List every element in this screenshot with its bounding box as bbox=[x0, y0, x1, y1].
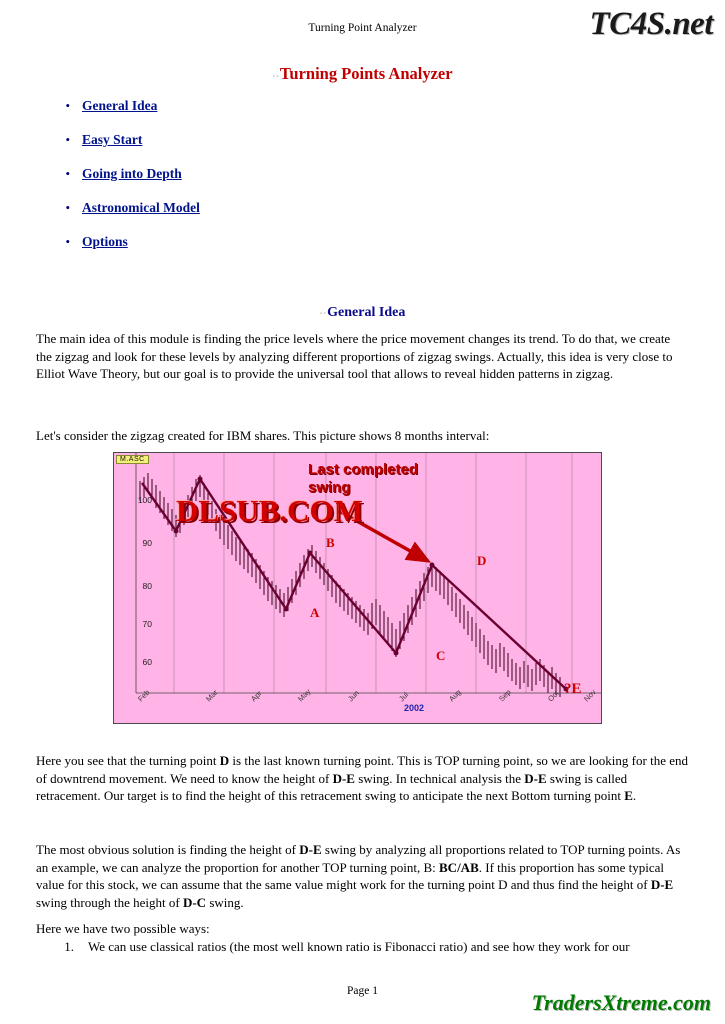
bullet-icon: • bbox=[65, 98, 70, 113]
y-tick-label: 60 bbox=[142, 657, 152, 667]
toc-link-easy-start[interactable]: Easy Start bbox=[82, 132, 143, 147]
watermark-tradersxtreme: TradersXtreme.com bbox=[531, 990, 711, 1015]
anchor-marker: .. bbox=[319, 305, 328, 317]
point-label-c: C bbox=[436, 648, 446, 663]
watermark-tc4s: TC4S.net bbox=[589, 6, 713, 42]
watermark-dlsub: DLSUB.COM bbox=[176, 493, 363, 528]
zigzag-chart-figure bbox=[113, 452, 602, 724]
paragraph-proportions: The most obvious solution is finding the height of D-E swing by analyzing all proportions related to TOP turning points. As an example, we can analyze the proportion for another TOP turning point, B: BC/AB. If this proportion has some typical value for this stock, we can assume that the same value might work for the turning point D and thus find the height of D-E swing through the height of D-C swing. bbox=[36, 842, 681, 910]
list-item bbox=[36, 200, 686, 234]
section-heading-text: General Idea bbox=[327, 305, 406, 320]
list-item-text: We can use classical ratios (the most well known ratio is Fibonacci ratio) and see how they work for our bbox=[88, 939, 630, 954]
x-tick-label: May bbox=[296, 686, 313, 704]
point-label-b: B bbox=[326, 535, 335, 550]
bullet-icon: • bbox=[65, 234, 70, 249]
bullet-icon: • bbox=[65, 132, 70, 147]
x-tick-label: Jun bbox=[346, 688, 361, 704]
toc-link-general-idea[interactable]: General Idea bbox=[82, 98, 158, 113]
y-tick-label: 90 bbox=[142, 538, 152, 548]
x-tick-label: Mar bbox=[204, 687, 220, 704]
toc-link-going-into-depth[interactable]: Going into Depth bbox=[82, 166, 182, 181]
y-tick-label: 80 bbox=[142, 581, 152, 591]
toc-link-options[interactable]: Options bbox=[82, 234, 128, 249]
table-of-contents bbox=[36, 98, 686, 268]
point-label-a: A bbox=[310, 605, 320, 620]
x-tick-label: Jul bbox=[397, 690, 411, 704]
page-title-text: Turning Points Analyzer bbox=[279, 64, 453, 83]
ordered-list-item-1 bbox=[36, 938, 689, 956]
anchor-marker: .. bbox=[272, 68, 280, 80]
section-heading bbox=[0, 305, 725, 321]
page-number: Page 1 bbox=[347, 985, 378, 997]
list-item bbox=[36, 166, 686, 200]
paragraph-turning-point-d: Here you see that the turning point D is the last known turning point. This is TOP turning point, so we are looking for the end of downtrend movement. We need to know the height of D-E swing. In technical analysis the D-E swing is called retracement. Our target is to find the height of this retracement swing to anticipate the next Bottom turning point E. bbox=[36, 753, 688, 803]
x-tick-label: Sep bbox=[497, 687, 513, 704]
x-tick-label: Aug bbox=[447, 687, 463, 704]
bullet-icon: • bbox=[65, 166, 70, 181]
x-tick-label: Nov bbox=[582, 687, 598, 704]
list-item bbox=[36, 234, 686, 268]
paragraph-example-intro: Let's consider the zigzag created for IBM shares. This picture shows 8 months interval: bbox=[36, 428, 490, 443]
point-label-d: D bbox=[477, 553, 487, 568]
y-tick-label: 70 bbox=[142, 619, 152, 629]
chart-corner-label: M.ASC bbox=[116, 455, 149, 464]
point-label-e: ?E bbox=[564, 681, 582, 697]
paragraph-two-ways: Here we have two possible ways: bbox=[36, 921, 210, 936]
toc-link-astronomical-model[interactable]: Astronomical Model bbox=[82, 200, 200, 215]
x-tick-label: Apr bbox=[249, 688, 264, 704]
annotation-last-completed-swing: Last completed swing bbox=[308, 461, 419, 496]
page-title bbox=[0, 64, 725, 84]
paragraph-main-idea: The main idea of this module is finding the price levels where the price movement changes its trend. To do that, we create the zigzag and look for these levels by analyzing different proportions of zigzag swings. Actually, this idea is very close to Elliot Wave Theory, but our goal is to provide the universal tool that allows to reveal hidden patterns in zigzag. bbox=[36, 331, 673, 381]
x-tick-label: Oct bbox=[546, 688, 561, 704]
running-head: Turning Point Analyzer bbox=[308, 22, 417, 34]
chart-year-label: 2002 bbox=[404, 703, 425, 713]
y-tick-label: 100 bbox=[137, 495, 152, 505]
list-item bbox=[36, 98, 686, 132]
list-number: 1. bbox=[64, 939, 74, 954]
x-tick-label: Feb bbox=[136, 687, 152, 704]
bullet-icon: • bbox=[65, 200, 70, 215]
list-item bbox=[36, 132, 686, 166]
